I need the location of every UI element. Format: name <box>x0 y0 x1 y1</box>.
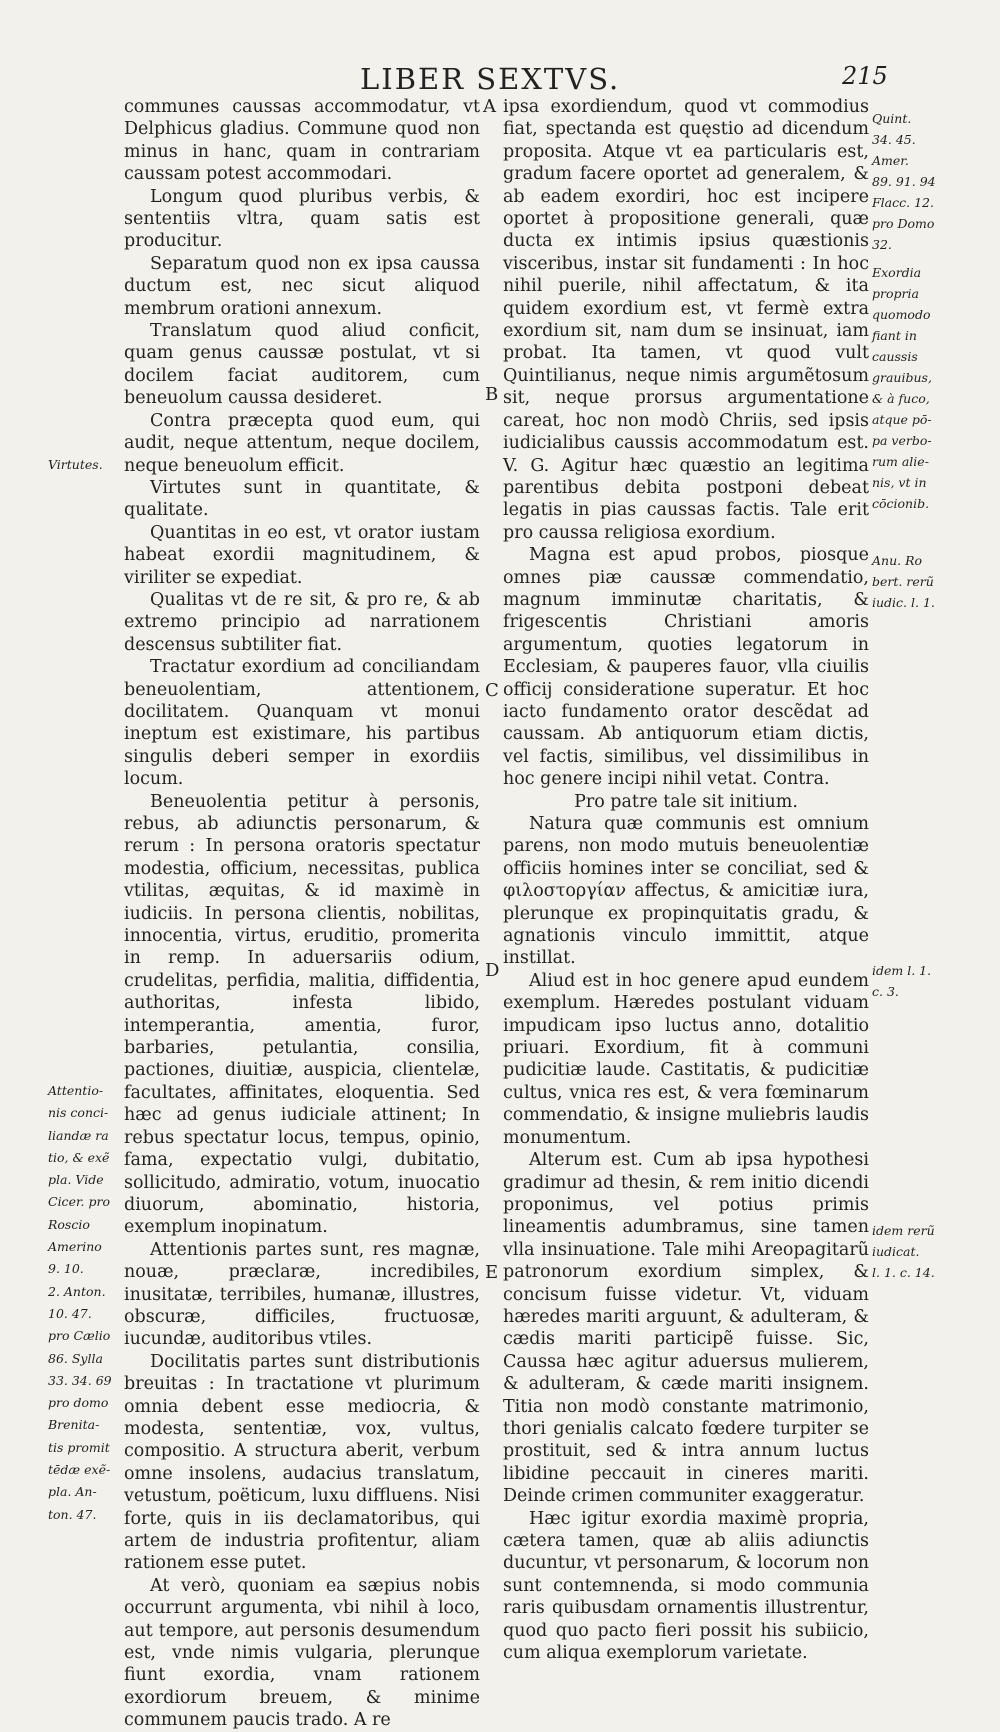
paragraph: Natura quæ communis est omnium parens, non modo mutuis beneuolentiæ officiis homines inter se conciliat, sed & φιλοστοργίαν affectus, & amicitiæ iura, plerunque ex propinquitatis gradu, & agnationis vinculo immittit, atque instillat. <box>503 814 869 969</box>
margin-note: Exordia propria quomodo fiant in caussis grauibus, & à fuco, atque pō- pa verbo- rum alie- nis, vt in cōcionib. <box>872 265 932 511</box>
paragraph: Hæc igitur exordia maximè propria, cætera tamen, quæ ab aliis adiunctis ducuntur, vt personarum, & locorum non sunt contemnenda, si modo communia raris quibusdam ornamentis illustrentur, quod quo pacto fieri possit his subiicio, cum aliqua exemplorum varietate. <box>503 1508 869 1664</box>
paragraph: Beneuolentia petitur à personis, rebus, ab adiunctis personarum, & rerum : In persona oratoris spectatur modestia, officium, necessitas, publica vtilitas, æquitas, & id maximè in iudiciis. In persona clientis, nobilitas, innocentia, virtus, eruditio, promerita in remp. In aduersariis odium, crudelitas, perfidia, malitia, diffidentia, authoritas, infesta libido, intemperantia, amentia, furor, barbaries, petulantia, consilia, pactiones, diuitiæ, auspicia, clientelæ, facultates, affinitates, eloquentia. Sed hæc ad genus iudiciale attinent; In rebus spectatur locus, tempus, opinio, fama, expectatio vulgi, dubitatio, sollicitudo, admiratio, votum, inuocatio diuorum, abominatio, historia, exemplum inopinatum. <box>124 791 480 1238</box>
margin-note: Anu. Ro bert. rerũ iudic. l. 1. <box>872 553 935 610</box>
paragraph: At verò, quoniam ea sæpius nobis occurrunt argumenta, vbi nihil à loco, aut tempore, aut personis desumendum est, vnde nimis vulgaria, plerunque fiunt exordia, vnam rationem exordiorum breuem, & minime communem paucis trado. A re <box>124 1575 480 1731</box>
paragraph: Translatum quod aliud conficit, quam genus caussæ postulat, vt si docilem faciat auditorem, cum beneuolum caussa desideret. <box>124 321 480 409</box>
running-head: LIBER SEXTVS. <box>360 62 621 96</box>
paragraph: Quantitas in eo est, vt orator iustam habeat exordii magnitudinem, & viriliter se expediat. <box>124 522 480 588</box>
paragraph: Tractatur exordium ad conciliandam beneuolentiam, attentionem, docilitatem. Quanquam vt monui ineptum est existimare, his partibus singulis deberi semper in exordiis locum. <box>124 657 480 790</box>
section-heading: Pro patre tale sit initium. <box>574 791 798 812</box>
page-header <box>0 62 1000 98</box>
section-letter: A <box>483 96 496 117</box>
paragraph: Attentionis partes sunt, res magnæ, nouæ, præclaræ, incredibiles, inusitatæ, terribiles, humanæ, illustres, obscuræ, difficiles, fructuosæ, iucundæ, auditoribus vtiles. <box>124 1239 480 1350</box>
margin-note: Quint. 34. 45. Amer. 89. 91. 94 Flacc. 12. pro Domo 32. <box>872 111 936 252</box>
right-column <box>503 96 869 1664</box>
section-letter: D <box>485 960 500 981</box>
margin-note: idem l. 1. c. 3. <box>872 963 932 999</box>
paragraph: Qualitas vt de re sit, & pro re, & ab extremo principio ad narrationem descensus subtiliter fiat. <box>124 589 480 655</box>
left-column <box>124 96 480 1732</box>
paragraph: Aliud est in hoc genere apud eundem exemplum. Hæredes postulant viduam impudicam ipso luctus anno, dotalitio priuari. Exordium, fit à communi pudicitiæ laude. Castitatis, & pudicitiæ cultus, vnica res est, & vera fœminarum commendatio, & insigne muliebris laudis monumentum. <box>503 970 869 1148</box>
margin-note: Virtutes. <box>48 457 103 472</box>
paragraph: Longum quod pluribus verbis, & sententiis vltra, quam satis est producitur. <box>124 186 480 252</box>
paragraph: Magna est apud probos, piosque omnes piæ caussæ commendatio, magnum imminutæ charitatis, & frigescentis Christiani amoris argumentum, quoties legatorum in Ecclesiam, & pauperes fauor, vlla ciuilis officij consideratione superatur. Et hoc iacto fundamento orator descẽdat ad caussam. Ab antiquorum etiam dictis, vel factis, similibus, vel dissimilibus in hoc genere incipi nihil vetat. Contra. <box>503 545 869 790</box>
section-letter: E <box>485 1262 499 1283</box>
paragraph: communes caussas accommodatur, vt Delphicus gladius. Commune quod non minus in hanc, quam in contrariam caussam potest accommodari. <box>124 97 480 185</box>
section-letter: B <box>485 384 499 405</box>
paragraph: ipsa exordiendum, quod vt commodius fiat, spectanda est quęstio ad dicendum proposita. Atque vt ea particularis est, gradum facere oportet ad generalem, & ab eadem exordiri, hoc est incipere oportet à propositione generali, quæ ducta ex intimis ipsius quæstionis visceribus, instar sit fundamenti : In hoc nihil puerile, nihil affectatum, & ita quidem exordium est, vt fermè extra exordium sit, nam dum se insinuat, iam probat. Ita tamen, vt quod vult Quintilianus, neque nimis argumẽtosum sit, neque prorsus argumentatione careat, hoc non modò Chriis, sed ipsis iudicialibus caussis accommodatum est. V. G. Agitur hæc quæstio an legitima parentibus debita postponi debeat legatis in pias caussas factis. Tale erit pro caussa religiosa exordium. <box>503 97 869 543</box>
section-letter: C <box>485 680 499 701</box>
paragraph: Alterum est. Cum ab ipsa hypothesi gradimur ad thesin, & rem initio dicendi proponimus, vel potius primis lineamentis adumbramus, sine tamen vlla insinuatione. Tale mihi Areopagitarũ patronorum exordium simplex, & concisum fuisse videtur. Vt, viduam hæredes mariti arguunt, & adulteram, & cædis mariti participẽ fuisse. Sic, Caussa hæc agitur aduersus mulierem, & adulteram, & cæde mariti insignem. Titia non modò constante matrimonio, thori genialis calcato fœdere turpiter se prostituit, sed & intra annum luctus libidine peccauit in cineres mariti. Deinde crimen communiter exaggeratur. <box>503 1150 869 1507</box>
margin-note: idem rerũ iudicat. l. 1. c. 14. <box>872 1223 935 1280</box>
paragraph: Docilitatis partes sunt distributionis breuitas : In tractatione vt plurimum omnia debent esse mediocria, & modesta, sententiæ, vox, vultus, compositio. A structura aberit, verbum omne insolens, audacius translatum, vetustum, poëticum, luxu diffluens. Nisi forte, quis in iis declamatoribus, qui artem de industria profitentur, aliam rationem esse putet. <box>124 1351 480 1574</box>
paragraph: Separatum quod non ex ipsa caussa ductum est, nec sicut aliquod membrum orationi annexum. <box>124 253 480 319</box>
margin-note: Attentio- nis conci- liandæ ra tio, & exẽ pla. Vide Cicer. pro Roscio Amerino 9. 10. 2. Anton. 10. 47. pro Cælio 86. Sylla 33. 34. 69 pro domo Brenita- tis promit tēdæ exẽ- pla. An- ton. 47. <box>48 1083 112 1522</box>
paragraph: Virtutes sunt in quantitate, & qualitate. <box>124 477 480 521</box>
paragraph: Contra præcepta quod eum, qui audit, neque attentum, neque docilem, neque beneuolum efficit. <box>124 410 480 476</box>
page-number: 215 <box>842 62 888 90</box>
